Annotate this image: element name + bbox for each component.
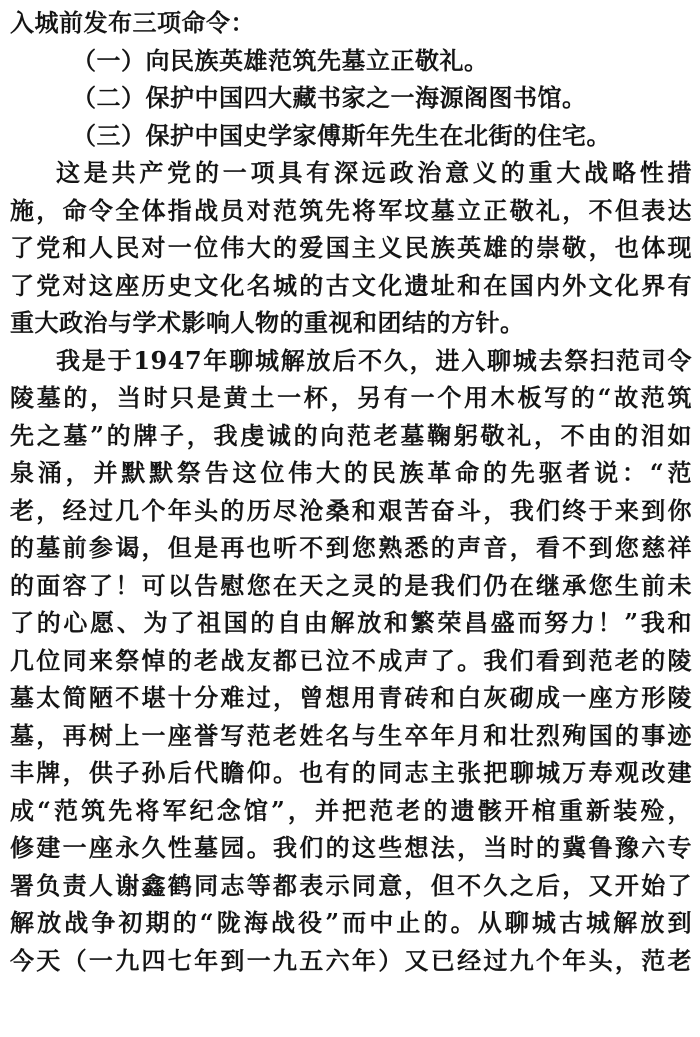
text-line-order-3: （三）保护中国史学家傅斯年先生在北街的住宅。 [72, 120, 611, 150]
text-line: 了的心愿、为了祖国的自由解放和繁荣昌盛而努力！”我和 [10, 608, 692, 637]
text-line: 今天（一九四七年到一九五六年）又已经过九个年头，范老 [10, 945, 692, 975]
text-line: 先之墓”的牌子，我虔诚的向范老墓鞠躬敬礼，不由的泪如 [10, 420, 692, 450]
text-line: 几位同来祭悼的老战友都已泣不成声了。我们看到范老的陵 [10, 645, 692, 675]
text-line: 重大政治与学术影响人物的重视和团结的方针。 [10, 308, 525, 337]
text-line: 的面容了！可以告慰您在天之灵的是我们仍在继承您生前未 [10, 570, 692, 600]
text-line: 墓，再树上一座誉写范老姓名与生卒年月和壮烈殉国的事迹 [10, 720, 692, 750]
text-line: 我是于1947年聊城解放后不久，进入聊城去祭扫范司令 [56, 345, 692, 375]
text-line: 解放战争初期的“陇海战役”而中止的。从聊城古城解放到 [10, 908, 692, 937]
text-line: 的墓前参谒，但是再也听不到您熟悉的声音，看不到您慈祥 [10, 533, 692, 562]
text-line-heading: 入城前发布三项命令： [10, 8, 255, 37]
text-line: 修建一座永久性墓园。我们的这些想法，当时的冀鲁豫六专 [10, 833, 692, 862]
text-line: 施，命令全体指战员对范筑先将军坟墓立正敬礼，不但表达 [10, 195, 692, 225]
text-line: 署负责人谢鑫鹤同志等都表示同意，但不久之后，又开始了 [10, 870, 692, 900]
text-line: 了党和人民对一位伟大的爱国主义民族英雄的崇敬，也体现 [10, 233, 692, 262]
text-line-order-1: （一）向民族英雄范筑先墓立正敬礼。 [72, 45, 489, 75]
text-line: 墓太简陋不堪十分难过，曾想用青砖和白灰砌成一座方形陵 [10, 683, 692, 712]
text-line: 成“范筑先将军纪念馆”，并把范老的遗骸开棺重新装殓， [10, 795, 692, 825]
text-line: 老，经过几个年头的历尽沧桑和艰苦奋斗，我们终于来到你 [10, 495, 692, 525]
text-line: 了党对这座历史文化名城的古文化遗址和在国内外文化界有 [10, 270, 692, 300]
text-line: 泉涌，并默默祭告这位伟大的民族革命的先驱者说：“范 [10, 458, 692, 487]
text-line: 陵墓的，当时只是黄土一杯，另有一个用木板写的“故范筑 [10, 383, 692, 412]
text-line: 丰牌，供子孙后代瞻仰。也有的同志主张把聊城万寿观改建 [10, 758, 692, 787]
text-line: 这是共产党的一项具有深远政治意义的重大战略性措 [56, 158, 692, 187]
text-line-order-2: （二）保护中国四大藏书家之一海源阁图书馆。 [72, 83, 587, 112]
